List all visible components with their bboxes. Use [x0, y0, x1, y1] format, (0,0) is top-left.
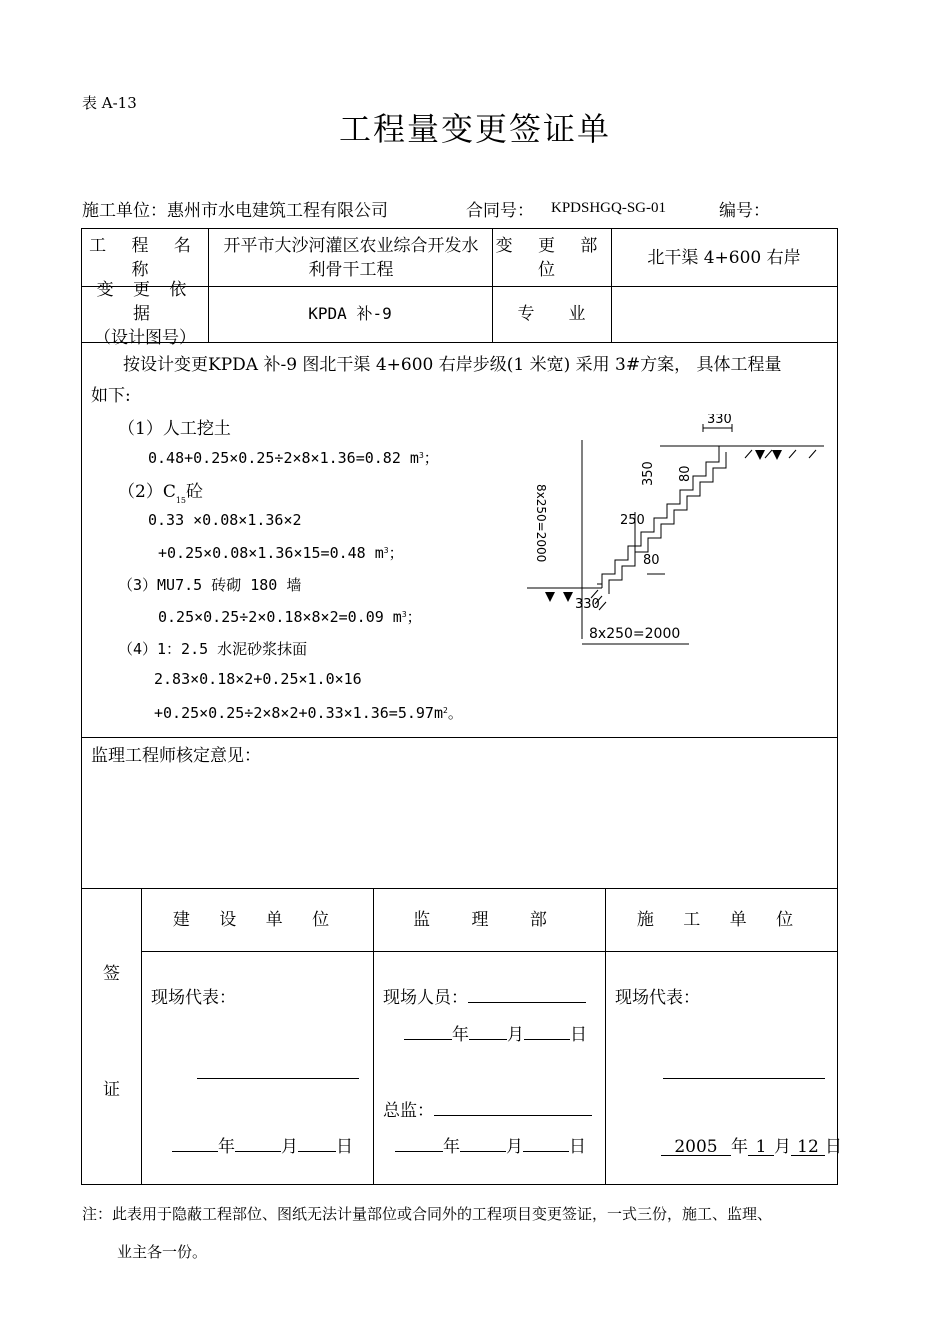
staff-month-label: 月	[507, 1025, 524, 1045]
item2-formula-1: 0.33 ×0.08×1.36×2	[148, 511, 302, 529]
item2-title-end: 砼	[186, 482, 204, 502]
chief-day-blank[interactable]	[523, 1133, 569, 1152]
footer-note-line-2: 业主各一份。	[117, 1243, 208, 1261]
contractor-month: 1	[748, 1137, 774, 1156]
specialty-label: 专 业	[517, 304, 586, 324]
contractor-date	[661, 1132, 842, 1157]
staff-year-label: 年	[452, 1025, 469, 1045]
serial-label: 编号：	[719, 201, 770, 221]
item1-unit-sup: 3	[418, 451, 424, 460]
staff-year-blank[interactable]	[404, 1021, 452, 1040]
chief-month-label: 月	[506, 1137, 523, 1157]
owner-year-label: 年	[218, 1137, 235, 1157]
project-name-label: 工 程 名 称	[89, 235, 201, 280]
contractor-label: 施工单位：惠州市水电建筑工程有限公司	[82, 201, 388, 221]
dim-80-b: 80	[643, 553, 660, 568]
owner-rep-label: 现场代表：	[151, 988, 236, 1008]
change-basis-label	[82, 280, 208, 348]
row-divider	[141, 951, 837, 952]
item1-formula-text: 0.48+0.25×0.25÷2×8×1.36=0.82 m	[148, 449, 419, 467]
chief-signature-line[interactable]	[434, 1097, 592, 1116]
staff-month-blank[interactable]	[469, 1021, 507, 1040]
stair-section-drawing	[527, 414, 827, 649]
item1-formula	[148, 447, 439, 468]
item2-unit-sup: 3	[383, 546, 389, 555]
staff-date	[404, 1020, 587, 1045]
staff-day-blank[interactable]	[524, 1021, 570, 1040]
contractor-rep-label: 现场代表：	[615, 988, 700, 1008]
col-owner-header: 建 设 单 位	[172, 909, 342, 930]
dim-step-rise: 350	[641, 461, 656, 486]
staff-day-label: 日	[570, 1025, 587, 1045]
dim-top: 330	[707, 414, 732, 427]
form-number: 表 A-13	[82, 94, 137, 112]
contract-label: 合同号：	[466, 201, 534, 221]
col-contractor-header: 施 工 单 位	[636, 909, 806, 930]
owner-month-label: 月	[281, 1137, 298, 1157]
item4-formula-2-text: +0.25×0.25÷2×8×2+0.33×1.36=5.97m	[154, 704, 443, 722]
owner-month-blank[interactable]	[235, 1133, 281, 1152]
chief-year-label: 年	[443, 1137, 460, 1157]
dim-80-a: 80	[678, 465, 693, 482]
item2-formula-2-text: +0.25×0.08×1.36×15=0.48 m	[158, 544, 384, 562]
contractor-year-label: 年	[731, 1137, 748, 1157]
owner-signature-line	[197, 1078, 359, 1079]
review-label: 监理工程师核定意见：	[91, 746, 261, 766]
footer-note-line-1: 注：此表用于隐蔽工程部位、图纸无法计量部位或合同外的工程项目变更签证，一式三份，施工、监理、	[82, 1205, 773, 1223]
basis-label-line2: （设计图号）	[94, 328, 196, 348]
item2-end: ；	[388, 544, 404, 562]
item3-formula	[158, 606, 422, 627]
intro-line-1: 按设计变更KPDA 补-9 图北干渠 4+600 右岸步级(1 米宽) 采用 3#方案， 具体工程量	[123, 355, 782, 375]
chief-day-label: 日	[569, 1137, 586, 1157]
contractor-day: 12	[791, 1137, 825, 1156]
owner-day-label: 日	[336, 1137, 353, 1157]
row-divider	[82, 737, 837, 738]
item2-sub: 15	[175, 496, 187, 505]
staff-label-text: 现场人员：	[383, 988, 468, 1008]
owner-day-blank[interactable]	[298, 1133, 336, 1152]
chief-month-blank[interactable]	[460, 1133, 506, 1152]
col-supervisor-header: 监 理 部	[413, 909, 565, 930]
change-location-value: 北干渠 4+600 右岸	[647, 247, 801, 268]
item4-unit-sup: 2	[442, 706, 448, 715]
item4-formula-1: 2.83×0.18×2+0.25×1.0×16	[154, 670, 362, 688]
sign-label-1: 签	[103, 964, 120, 984]
contractor-day-label: 日	[825, 1137, 842, 1157]
dim-width: 8x250=2000	[589, 626, 681, 642]
page-title: 工程量变更签证单	[338, 110, 611, 148]
item3-formula-text: 0.25×0.25÷2×0.18×8×2=0.09 m	[158, 608, 402, 626]
supervisor-staff-label	[383, 983, 586, 1008]
chief-supervisor-label	[383, 1096, 592, 1121]
contractor-year: 2005	[661, 1137, 731, 1156]
sign-label-2: 证	[103, 1080, 120, 1100]
dim-height: 8x250=2000	[534, 484, 548, 563]
basis-label-line1: 变 更 依 据	[96, 280, 194, 324]
specialty-value	[611, 286, 837, 342]
item4-title: （4）1：2.5 水泥砂浆抹面	[118, 640, 308, 658]
chief-label-text: 总监：	[383, 1101, 434, 1121]
owner-year-blank[interactable]	[172, 1133, 218, 1152]
contractor-month-label: 月	[774, 1137, 791, 1157]
item3-title: （3）MU7.5 砖砌 180 墙	[118, 576, 302, 594]
change-basis-value: KPDA 补-9	[308, 304, 392, 323]
staff-signature-line[interactable]	[468, 984, 586, 1003]
item1-title: （1）人工挖土	[118, 419, 231, 439]
form-table	[81, 228, 842, 1185]
owner-date	[172, 1132, 353, 1157]
item2-title	[118, 477, 204, 505]
contract-number: KPDSHGQ-SG-01	[551, 200, 667, 216]
project-name-value: 开平市大沙河灌区农业综合开发水利骨干工程	[223, 235, 479, 280]
chief-year-blank[interactable]	[395, 1133, 443, 1152]
item2-formula-2	[158, 542, 404, 563]
intro-line-2: 如下:	[91, 386, 131, 406]
chief-date	[395, 1132, 586, 1157]
contractor-signature-line	[663, 1078, 825, 1079]
dim-step-tread: 250	[620, 513, 645, 528]
item1-end: ；	[423, 449, 439, 467]
item3-unit-sup: 3	[401, 610, 407, 619]
item4-formula-2	[154, 702, 463, 723]
change-location-label: 变 更 部 位	[495, 235, 608, 280]
dim-bottom: 330	[575, 597, 600, 612]
item3-end: ；	[406, 608, 422, 626]
item2-title-text: （2）C	[118, 482, 176, 502]
item4-end: 。	[447, 704, 463, 722]
